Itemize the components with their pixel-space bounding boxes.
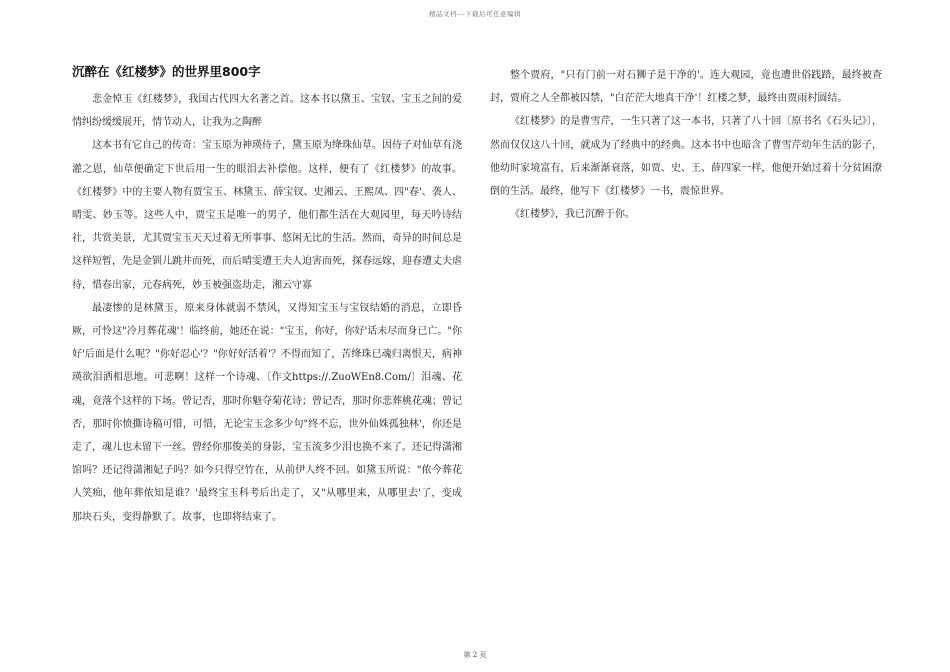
page-header: 精品文档---下载后可任意编辑 bbox=[428, 10, 522, 18]
left-column bbox=[72, 62, 462, 529]
paragraph: 《红楼梦》，我已沉醉于你。 bbox=[510, 209, 635, 221]
right-column bbox=[490, 64, 882, 226]
paragraph: 悲金悼玉《红楼梦》，我国古代四大名著之首。这本书以黛玉、宝钗、宝玉之间的爱情纠纷缓缓展开，情节动人，让我为之陶醉 bbox=[72, 94, 462, 129]
paragraph: 《红楼梦》的是曹雪芹，一生只著了这一本书，只著了八十回〔原书名《石头记》〕，然而仅仅这八十回，就成为了经典中的经典。这本书中也暗含了曹雪芹幼年生活的影子，他幼时家境富有，后来渐渐衰落，如贾、史、王、薛四家一样，他便开始过着十分贫困潦倒的生活。最终，他写下《红楼梦》一书，震惊世界。 bbox=[490, 116, 882, 198]
paragraph: 整个贾府，"只有门前一对石狮子是干净的'。连大观园，竟也遭世俗践踏，最终被查封，贾府之人全都被囚禁，"白茫茫大地真干净'！红楼之梦，最终由贾雨村圆结。 bbox=[490, 70, 882, 105]
page-number: 第 2 页 bbox=[463, 651, 487, 659]
paragraph: 这本书有它自己的传奇：宝玉原为神瑛侍子，黛玉原为绛珠仙草。因侍子对仙草有浇灌之恩，仙草便确定下世后用一生的眼泪去补偿他。这样，便有了《红楼梦》的故事。《红楼梦》中的主要人物有贾宝玉、林黛玉、薛宝钗、史湘云、王熙凤、四"春'、袭人、晴雯、妙玉等。这些人中，贾宝玉是唯一的男子，他们都生活在大观园里，每天吟诗结社，共赏美景，尤其贾宝玉天天过着无所事事、悠闲无比的生活。然而，奇异的时间总是这样短暂，先是金钏儿跳井而死，而后晴雯遭王夫人迫害而死，探春远嫁，迎春遭丈夫虐待，惜春出家，元春病死，妙玉被强盗劫走，湘云守寡 bbox=[72, 140, 462, 291]
essay-title: 沉醉在《红楼梦》的世界里800字 bbox=[72, 64, 261, 79]
paragraph: 最凄惨的是林黛玉，原来身体就弱不禁风，又得知宝玉与宝钗结婚的消息，立即昏厥，可怜这"冷月葬花魂'！临终前，她还在说："宝玉，你好，你好'话未尽而身已亡。"你好'后面是什么呢？"你好忍心'？"你好好活着'？不得而知了，苦绛珠已魂归离恨天，病神瑛欲泪洒相思地。可悲啊！这样一个诗魂、〔作文https://.ZuoWEn8.Com/〕泪魂、花魂，竟落个这样的下场。曾记否，那时你魁夺菊花诗；曾记否，那时你悲葬桃花魂；曾记否，那时你愤撕诗稿可惜，可惜，无论宝玉念多少句"终不忘，世外仙姝孤独林'，你还是走了，魂儿也未留下一丝。曾经你那俊美的身影，宝玉流多少泪也换不来了。还记得潇湘馆吗？还记得潇湘妃子吗？如今只得空竹在，从前伊人终不回。如黛玉所说："侬今葬花人笑痴，他年葬侬知是谁？'最终宝玉科考后出走了，又"从哪里来，从哪里去'了，变成那块石头，变得静默了。故事，也即将结束了。 bbox=[72, 302, 462, 523]
